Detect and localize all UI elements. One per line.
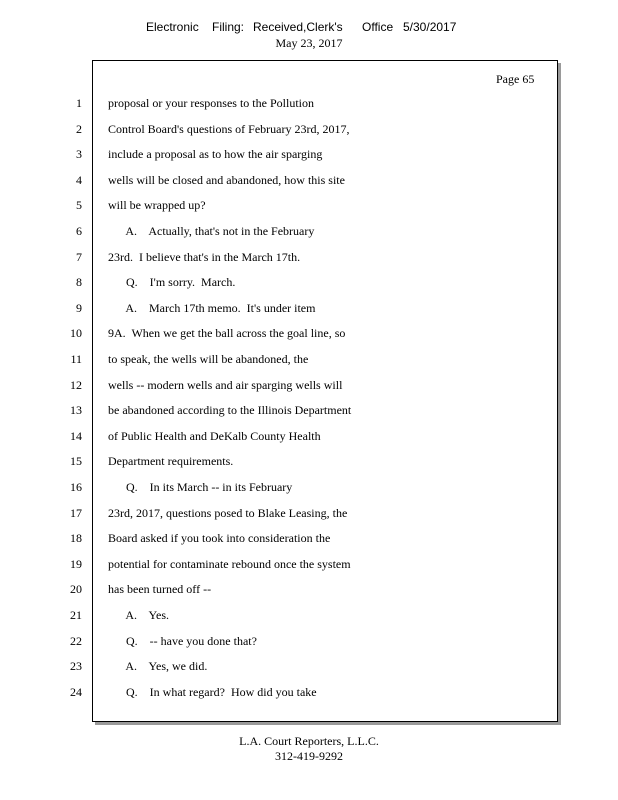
line-text: A. March 17th memo. It's under item <box>108 300 316 315</box>
line-number: 12 <box>70 377 82 392</box>
line-text: to speak, the wells will be abandoned, the <box>108 352 309 366</box>
line-text: Department requirements. <box>108 454 234 469</box>
line-text: include a proposal as to how the air sparging <box>108 147 323 162</box>
line-text: 23rd, 2017, questions posed to Blake Leasing, the <box>108 505 348 520</box>
line-text: wells -- modern wells and air sparging wells will <box>108 377 343 392</box>
line-number: 15 <box>70 454 82 469</box>
line-text: A. Yes. <box>108 608 170 622</box>
line-text: Board asked if you took into consideration the <box>108 531 331 546</box>
line-text: 23rd. I believe that's in the March 17th. <box>108 249 301 264</box>
line-number: 6 <box>76 224 82 238</box>
line-text: has been turned off -- <box>108 582 212 597</box>
line-number: 18 <box>70 531 82 546</box>
line-number: 24 <box>70 684 82 699</box>
transcript-date: May 23, 2017 <box>275 36 343 50</box>
line-text: wells will be closed and abandoned, how this site <box>108 172 345 187</box>
line-number: 20 <box>70 582 82 597</box>
line-number: 17 <box>70 505 82 520</box>
line-number: 11 <box>70 352 82 366</box>
filing-stamp-office: Office <box>362 20 394 34</box>
filing-stamp-electronic: Electronic <box>146 20 199 34</box>
filing-stamp-filing: Filing: <box>212 20 245 34</box>
line-number: 19 <box>70 556 82 571</box>
line-number: 9 <box>76 300 82 315</box>
line-number: 14 <box>70 428 82 443</box>
line-number: 3 <box>76 147 82 162</box>
filing-stamp-received: Received,Clerk's <box>253 20 343 34</box>
line-text: will be wrapped up? <box>108 198 206 213</box>
line-text: be abandoned according to the Illinois Department <box>108 403 352 418</box>
line-number: 16 <box>70 480 82 494</box>
line-text: Q. I'm sorry. March. <box>108 275 236 290</box>
line-number: 8 <box>76 275 82 290</box>
filing-stamp <box>0 20 618 36</box>
line-number: 23 <box>70 659 82 674</box>
footer-company: L.A. Court Reporters, L.L.C. <box>239 734 379 748</box>
line-text: Q. In its March -- in its February <box>108 480 293 494</box>
line-text: of Public Health and DeKalb County Health <box>108 428 321 443</box>
line-number: 1 <box>76 96 82 110</box>
footer-phone: 312-419-9292 <box>275 749 343 763</box>
line-number: 7 <box>76 249 82 264</box>
line-text: Q. In what regard? How did you take <box>108 684 317 699</box>
line-text: A. Yes, we did. <box>108 659 208 674</box>
line-number: 22 <box>70 633 82 648</box>
filing-stamp-date: 5/30/2017 <box>403 20 457 34</box>
line-text: A. Actually, that's not in the February <box>108 224 315 238</box>
line-number: 10 <box>70 326 82 341</box>
line-number: 13 <box>70 403 82 418</box>
line-number: 5 <box>76 198 82 213</box>
line-text: proposal or your responses to the Pollution <box>108 96 314 110</box>
line-number: 2 <box>76 121 82 136</box>
line-text: Q. -- have you done that? <box>108 633 257 648</box>
line-text: 9A. When we get the ball across the goal line, so <box>108 326 346 341</box>
line-number: 21 <box>70 608 82 622</box>
line-text: Control Board's questions of February 23rd, 2017, <box>108 121 350 136</box>
line-text: potential for contaminate rebound once the system <box>108 556 351 571</box>
page-number: Page 65 <box>496 72 535 86</box>
line-number: 4 <box>76 172 82 187</box>
